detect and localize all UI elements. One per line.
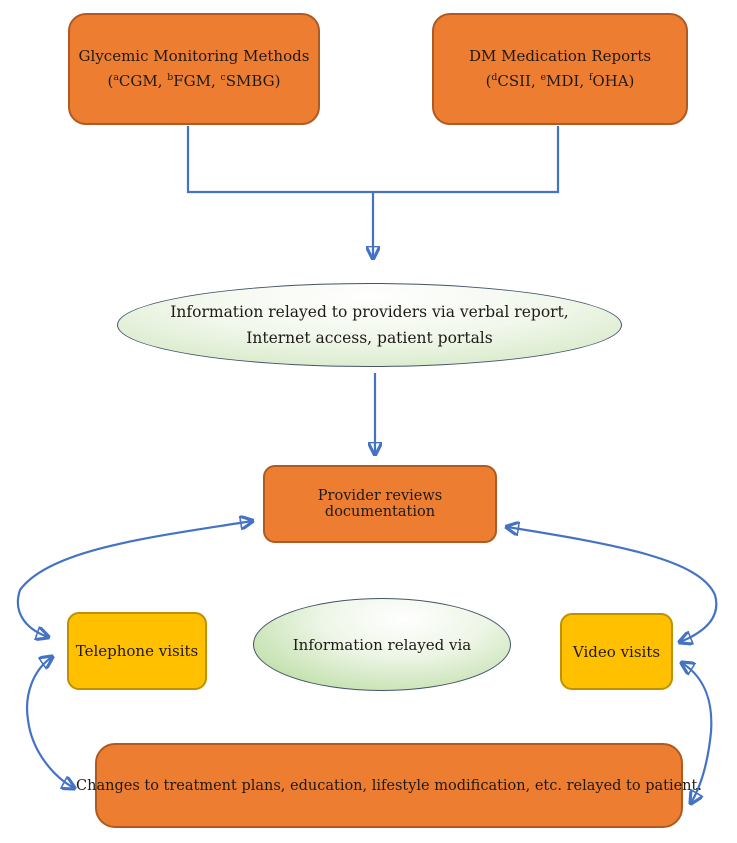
provider-reviews-box <box>263 465 497 543</box>
video-visits-box <box>560 613 673 690</box>
provider-reviews-label: Provider reviews documentation <box>317 488 443 520</box>
glycemic-monitoring-methods: ($^a$CGM, $^b$FGM, $^c$SMBG) <box>107 72 281 90</box>
relay-via-ellipse <box>253 598 511 691</box>
telephone-visits-box <box>67 612 207 690</box>
glycemic-monitoring-title: Glycemic Monitoring Methods <box>78 47 310 66</box>
relay-to-providers-ellipse <box>117 283 622 367</box>
dm-medication-box <box>432 13 688 125</box>
relay-line-1: Information relayed to providers via verbal report, <box>170 302 569 321</box>
treatment-changes-box <box>76 743 702 828</box>
video-visits-label: Video visits <box>572 642 661 661</box>
relay-via-label: Information relayed via <box>292 635 472 654</box>
merge-connector <box>188 126 558 192</box>
glycemic-monitoring-box <box>68 13 320 125</box>
relay-line-2: Internet access, patient portals <box>246 329 493 347</box>
dm-medication-title: DM Medication Reports <box>468 47 652 66</box>
treatment-changes-label: Changes to treatment plans, education, lifestyle modification, etc. relayed to patient. <box>76 777 702 794</box>
telephone-visits-label: Telephone visits <box>75 642 199 660</box>
dm-medication-methods: ($^d$CSII, $^e$MDI, $^f$OHA) <box>485 72 635 90</box>
